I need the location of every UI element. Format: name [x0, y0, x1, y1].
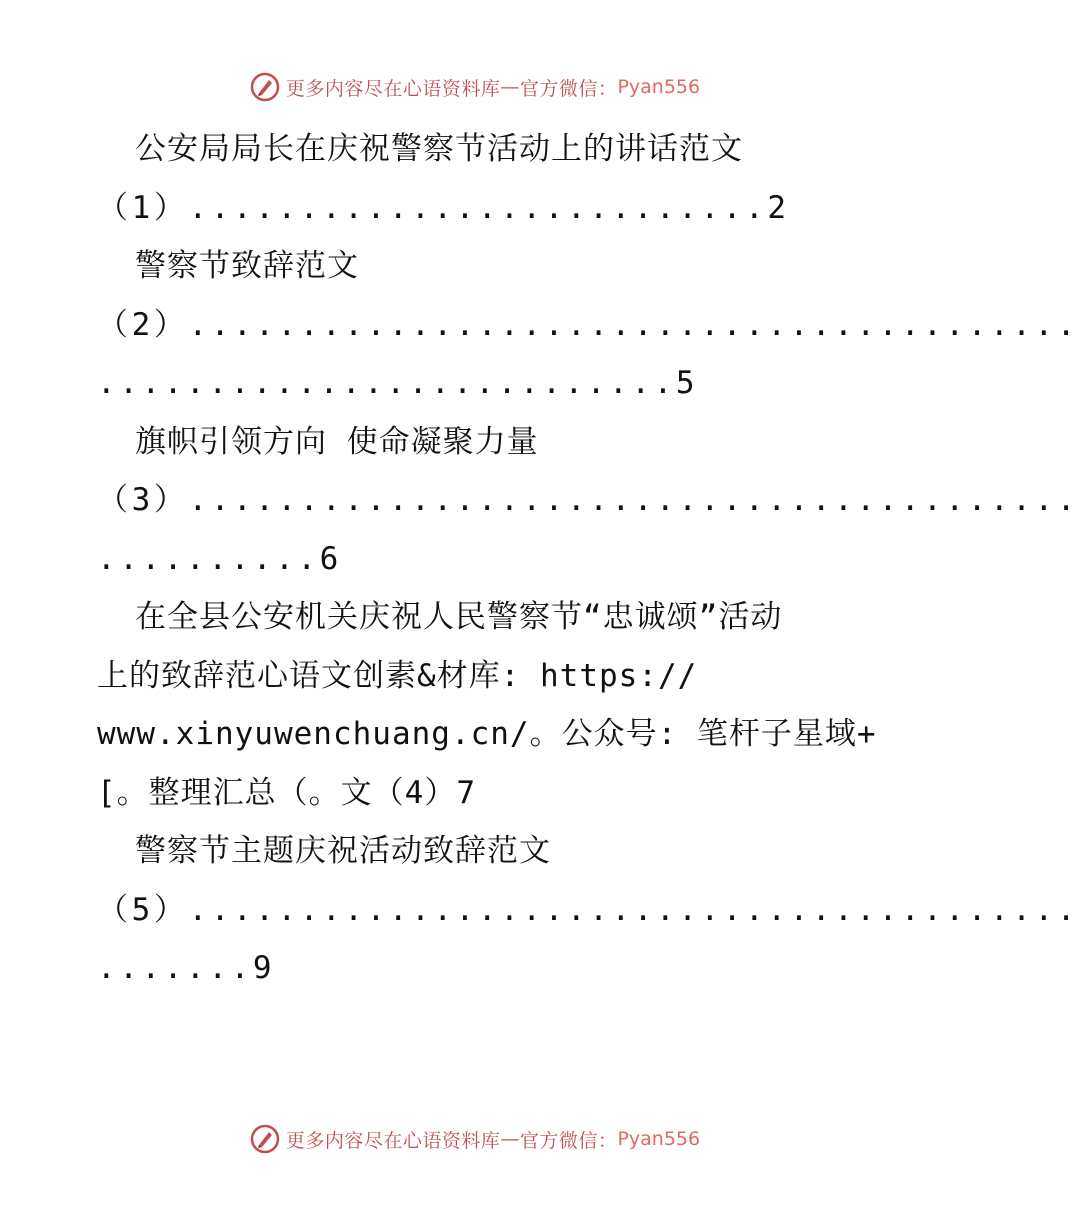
toc-entry-5-dots-line[interactable]: （5）........................................ [97, 891, 1079, 928]
toc-entry-5-title[interactable]: 警察节主题庆祝活动致辞范文 [135, 833, 551, 869]
footer-separator: — [500, 1128, 520, 1150]
toc-entry-2-page-line[interactable]: ..........................5 [97, 365, 699, 401]
toc-entry-3-dots-line[interactable]: （3）........................................ [97, 482, 1079, 518]
header-banner [0, 72, 950, 102]
table-of-contents [97, 120, 1079, 998]
toc-entry-4-line-3[interactable]: www.xinyuwenchuang.cn/。公众号: 笔杆子星域+ [97, 716, 877, 752]
footer-wechat-label: 官方微信： [519, 1129, 618, 1152]
header-wechat-id: Pyan556 [617, 76, 701, 98]
toc-entry-2-title[interactable]: 警察节致辞范文 [135, 248, 359, 284]
toc-entry-4-line-2[interactable]: 上的致辞范心语文创素&材库: https:// [97, 657, 698, 694]
toc-entry-5-page-line[interactable]: .......9 [97, 950, 276, 986]
pen-circle-logo-icon [250, 72, 280, 102]
footer-text: 更多内容尽在心语资料库 [285, 1129, 501, 1152]
header-separator: — [500, 76, 520, 98]
toc-entry-4-line-4[interactable]: [。整理汇总（。文（4）7 [97, 774, 476, 811]
toc-entry-1-page-line[interactable]: （1）..........................2 [97, 189, 790, 226]
toc-entry-3-title[interactable]: 旗帜引领方向 使命凝聚力量 [135, 423, 539, 460]
header-wechat-label: 官方微信： [519, 77, 618, 100]
pen-circle-logo-icon [250, 1124, 280, 1154]
footer-wechat-id: Pyan556 [617, 1128, 701, 1150]
header-text: 更多内容尽在心语资料库 [285, 77, 501, 100]
toc-entry-2-dots-line[interactable]: （2）........................................ [97, 306, 1079, 343]
footer-banner [0, 1124, 950, 1154]
toc-entry-4-line-1[interactable]: 在全县公安机关庆祝人民警察节“忠诚颂”活动 [135, 599, 783, 635]
toc-entry-3-page-line[interactable]: ..........6 [97, 540, 342, 577]
toc-entry-1-title[interactable]: 公安局局长在庆祝警察节活动上的讲话范文 [135, 131, 743, 167]
